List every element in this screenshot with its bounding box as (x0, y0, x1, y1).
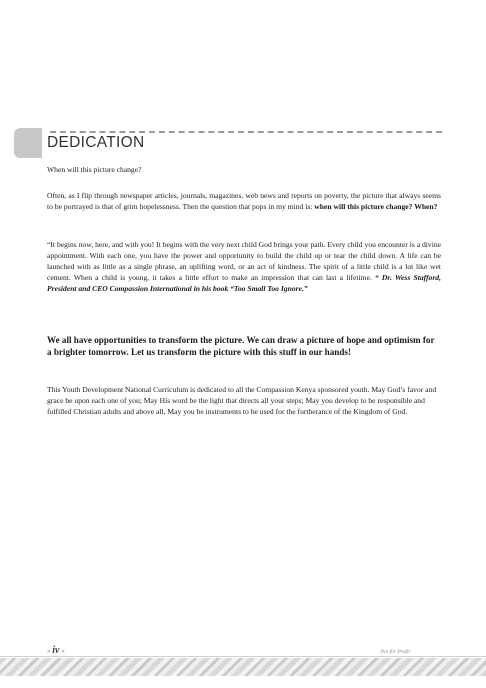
quote-paragraph (47, 240, 441, 295)
page-number (47, 645, 65, 656)
question-line (47, 165, 441, 176)
quote-text: “It begins now, here, and with you! It begins with the very next child God brings your path. Every child you encounter is a divine appointment. With each one, you have the power and opportunity to build the child up or tear the child down. A life can be launched with as little as a single phrase, an uplifting word, or an act of kindness. The spirit of a little child is a lot like wet cement. When a child is young, it takes a little effort to make an impression that can last a lifetime. (47, 240, 441, 282)
footer-note: Not for Profit (380, 649, 410, 655)
dedication-text: This Youth Development National Curriculum is dedicated to all the Compassion Kenya sponsored youth. May God’s favor and grace be upon each one of you; May His word be the light that directs all your steps; May you develop to be responsible and fulfilled Christian adults and above all, May you be instruments to be used for the furtherance of the Kingdom of God. (47, 385, 437, 416)
quote-attribution: “ Dr. Wess Stafford, President and CEO Compassion International in his book “Too Small Too Ignore.” (47, 272, 441, 293)
page-title: DEDICATION (47, 134, 145, 151)
page-number-suffix: « (59, 647, 65, 655)
intro-paragraph (47, 191, 441, 213)
question-text: When will this picture change? (47, 165, 142, 174)
header-tab-decoration (14, 128, 42, 158)
page-number-prefix: » (47, 647, 53, 655)
emphasis-paragraph (47, 334, 441, 359)
footer-rule (0, 656, 486, 657)
footer-pattern-band (0, 658, 486, 676)
intro-text: Often, as I flip through newspaper articles, journals, magazines, web news and reports on poverty, the picture that always seems to be portrayed is that of grim hopelessness. Then the question that pops in my mind is: (47, 191, 441, 211)
emphasis-text: We all have opportunities to transform the picture. We can draw a picture of hope and optimism for a brighter tomorrow. Let us transform the picture with this stuff in our hands! (47, 335, 435, 358)
intro-bold-question: when will this picture change? When? (314, 201, 438, 211)
header-dashed-rule (50, 131, 442, 133)
page-number-value: iv (52, 645, 60, 656)
dedication-paragraph (47, 385, 441, 418)
